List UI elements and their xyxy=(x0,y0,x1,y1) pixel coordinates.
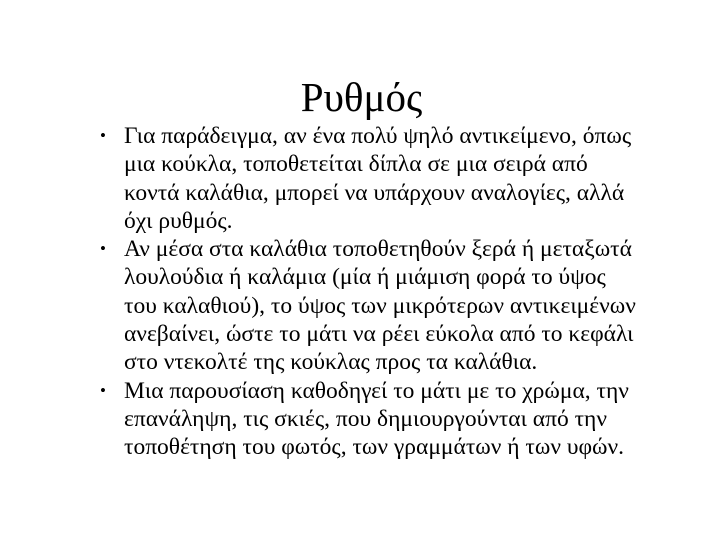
bullet-list xyxy=(96,122,696,462)
bullet-line: όχι ρυθμός. xyxy=(124,207,233,234)
bullet-line: κοντά καλάθια, μπορεί να υπάρχουν αναλογίες, αλλά xyxy=(124,179,625,206)
bullet-line: ανεβαίνει, ώστε το μάτι να ρέει εύκολα από το κεφάλι xyxy=(124,321,634,348)
bullet-dot-icon: • xyxy=(100,126,106,145)
slide-title: Ρυθμός xyxy=(300,74,423,120)
bullet-line: επανάληψη, τις σκιές, που δημιουργούνται από την xyxy=(124,405,607,432)
bullet-dot-icon: • xyxy=(100,380,106,400)
bullet-line: λουλούδια ή καλάμια (μία ή μιάμιση φορά το ύψος xyxy=(124,264,606,291)
bullet-line: τοποθέτηση του φωτός, των γραμμάτων ή των υφών. xyxy=(124,434,624,461)
bullet-dot-icon: • xyxy=(100,239,106,259)
bullet-item xyxy=(96,377,696,462)
bullet-line: Μια παρουσίαση καθοδηγεί το μάτι με το χρώμα, την xyxy=(124,377,629,404)
bullet-line: Για παράδειγμα, αν ένα πολύ ψηλό αντικείμενο, όπως xyxy=(124,123,632,149)
bullet-line: στο ντεκολτέ της κούκλας προς τα καλάθια. xyxy=(124,349,538,376)
bullet-line: Αν μέσα στα καλάθια τοποθετηθούν ξερά ή μεταξωτά xyxy=(124,236,632,263)
bullet-item xyxy=(96,235,696,376)
bullet-line: του καλαθιού), το ύψος των μικρότερων αντικειμένων xyxy=(124,292,636,319)
bullet-item xyxy=(96,122,696,235)
bullet-line: μια κούκλα, τοποθετείται δίπλα σε μια σειρά από xyxy=(124,151,588,178)
